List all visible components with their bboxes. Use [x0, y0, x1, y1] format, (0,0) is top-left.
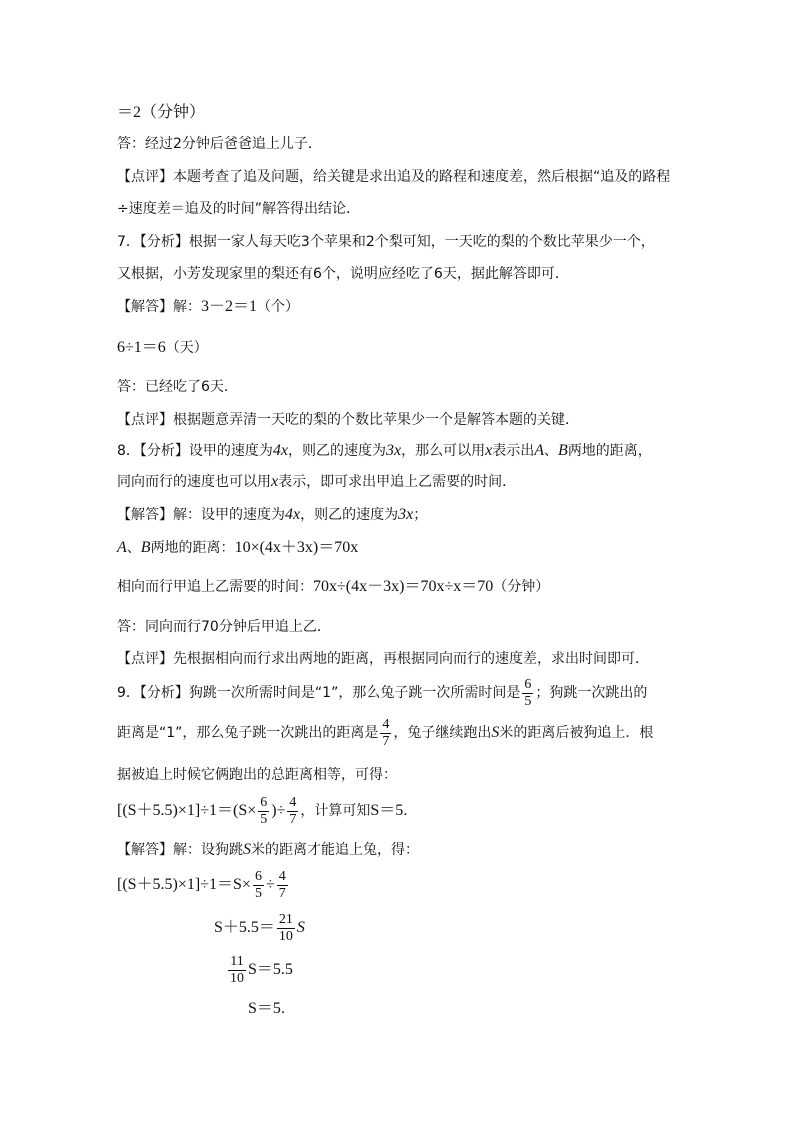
fraction-numerator: 4: [382, 716, 390, 732]
fraction: [277, 869, 288, 902]
equation-text: )÷: [271, 802, 286, 819]
fraction-numerator: 11: [228, 954, 246, 971]
equation-text: 3－2＝1: [201, 298, 258, 315]
unit-text: （天）: [165, 340, 208, 356]
solution-line: [117, 297, 299, 317]
solution-line: [117, 505, 427, 525]
text-run: ，则乙的速度为: [288, 443, 387, 459]
equation-text: S＝5.5: [248, 961, 293, 978]
math-run: S: [296, 919, 305, 936]
equation-line: [214, 909, 305, 947]
math-run: S: [491, 724, 500, 741]
equation-line: [117, 794, 417, 828]
text-run: ．: [280, 1001, 295, 1017]
text-run: 、: [126, 540, 141, 556]
fraction-denominator: 7: [289, 811, 297, 827]
analysis-line: 据被追上时候它俩跑出的总距离相等，可得：: [117, 767, 397, 783]
text-run: 表示出: [492, 443, 535, 459]
math-run: B: [558, 442, 568, 459]
text-run: 、: [544, 443, 559, 459]
answer-line: 答：同向而行70分钟后甲追上乙．: [117, 619, 331, 635]
text-run: ；: [413, 507, 428, 523]
fraction-numerator: 6: [524, 676, 532, 692]
solution-label: 【解答】解：: [117, 299, 201, 315]
fraction-denominator: 7: [278, 885, 286, 901]
text-run: 9．【分析】狗跳一次所需时间是“1”，那么兔子跳一次所需时间是: [117, 685, 521, 701]
equation-line: [117, 338, 208, 358]
equation-text: 10×(4x＋3x)＝70x: [234, 539, 359, 556]
equation-line: [117, 577, 549, 597]
fraction-numerator: 4: [289, 794, 297, 810]
fraction: [228, 954, 246, 987]
equation-text: S＝5: [248, 1000, 281, 1017]
text-run: 【解答】解：设狗跳: [117, 842, 243, 858]
math-run: S: [243, 841, 251, 858]
equation-line: [226, 951, 293, 989]
fraction-numerator: 6: [254, 868, 262, 884]
text-run: ，计算可知: [300, 803, 371, 819]
text-run: 8．【分析】设甲的速度为: [117, 443, 273, 459]
text-run: 【解答】解：设甲的速度为: [117, 507, 285, 523]
unit-text: （个）: [257, 299, 300, 315]
fraction: [258, 795, 269, 828]
equation-text: [(S＋5.5)×1]÷1＝(S×: [117, 802, 257, 819]
text-run: 米的距离才能追上兔，得：: [251, 842, 419, 858]
text-run: 相向而行甲追上乙需要的时间：: [117, 579, 313, 595]
equation-line: [117, 538, 358, 558]
equation-text: [(S＋5.5)×1]÷1＝S×: [117, 876, 251, 893]
math-run: B: [140, 539, 151, 556]
math-run: x: [271, 473, 279, 490]
text-run: ，则乙的速度为: [300, 507, 399, 523]
math-run: A: [534, 442, 545, 459]
equation-text: 70x÷(4x－3x)＝70x÷x＝70: [313, 578, 494, 595]
text-run: 米的距离后被狗追上．根: [499, 725, 654, 741]
fraction: [380, 717, 391, 750]
solution-line: [117, 840, 419, 860]
math-run: x: [485, 442, 493, 459]
equation-text: S＝5: [370, 802, 404, 819]
text-run: 两地的距离，: [567, 443, 652, 459]
fraction-numerator: 21: [278, 911, 293, 927]
equation-line: [117, 866, 290, 904]
fraction: [287, 795, 298, 828]
text-run: ，那么可以用: [401, 443, 486, 459]
equation-text: ÷: [265, 876, 275, 893]
math-run: 4x: [272, 442, 289, 459]
equation-text: ＝2（分钟）: [117, 104, 206, 121]
analysis-line: 7．【分析】根据一家人每天吃3个苹果和2个梨可知，一天吃的梨的个数比苹果少一个，: [117, 234, 655, 250]
comment-line: ÷速度差＝追及的时间”解答得出结论．: [117, 201, 360, 217]
text-run: ，兔子继续跑出: [393, 725, 492, 741]
fraction: [253, 869, 264, 902]
math-run: 3x: [386, 442, 402, 459]
equation-line: [248, 999, 295, 1019]
text-run: 同向而行的速度也可以用: [117, 474, 271, 490]
equation-text: 6÷1＝6: [117, 339, 166, 356]
analysis-line: [117, 676, 647, 710]
analysis-line: 又根据，小芳发现家里的梨还有6个，说明应经吃了6天，据此解答即可．: [117, 266, 569, 282]
math-run: A: [117, 539, 127, 556]
fraction-denominator: 7: [382, 733, 390, 749]
math-run: 4x: [285, 506, 301, 523]
analysis-line: [117, 472, 516, 492]
fraction-denominator: 5: [524, 693, 532, 709]
fraction-denominator: 5: [254, 885, 262, 901]
fraction-numerator: 4: [278, 868, 286, 884]
fraction-denominator: 10: [278, 928, 293, 944]
comment-line: 【点评】先根据相向而行求出两地的距离，再根据同向而行的速度差，求出时间即可．: [117, 651, 649, 667]
fraction-numerator: 6: [260, 794, 268, 810]
text-run: 距离是“1”，那么兔子跳一次跳出的距离是: [117, 725, 379, 741]
comment-line: 【点评】本题考查了追及问题，给关键是求出追及的路程和速度差，然后根据“追及的路程: [117, 169, 671, 185]
analysis-line: [117, 441, 652, 461]
fraction: [277, 912, 295, 945]
comment-line: 【点评】根据题意弄清一天吃的梨的个数比苹果少一个是解答本题的关键．: [117, 412, 579, 428]
answer-line: 答：已经吃了6天．: [117, 379, 238, 395]
answer-line: 答：经过2分钟后爸爸追上儿子．: [117, 136, 322, 152]
text-run: ；狗跳一次跳出的: [535, 685, 648, 701]
equation-text: S＋5.5＝: [214, 919, 275, 936]
text-run: ．: [403, 803, 418, 819]
fraction-denominator: 5: [260, 811, 268, 827]
analysis-line: [117, 716, 653, 750]
text-run: 两地的距离：: [150, 540, 235, 556]
fraction-denominator: 10: [230, 970, 244, 986]
text-run: 表示，即可求出甲追上乙需要的时间．: [278, 474, 517, 490]
fraction: [522, 677, 533, 710]
unit-text: （分钟）: [493, 579, 550, 595]
equation-line: [117, 103, 205, 123]
math-run: 3x: [398, 506, 414, 523]
